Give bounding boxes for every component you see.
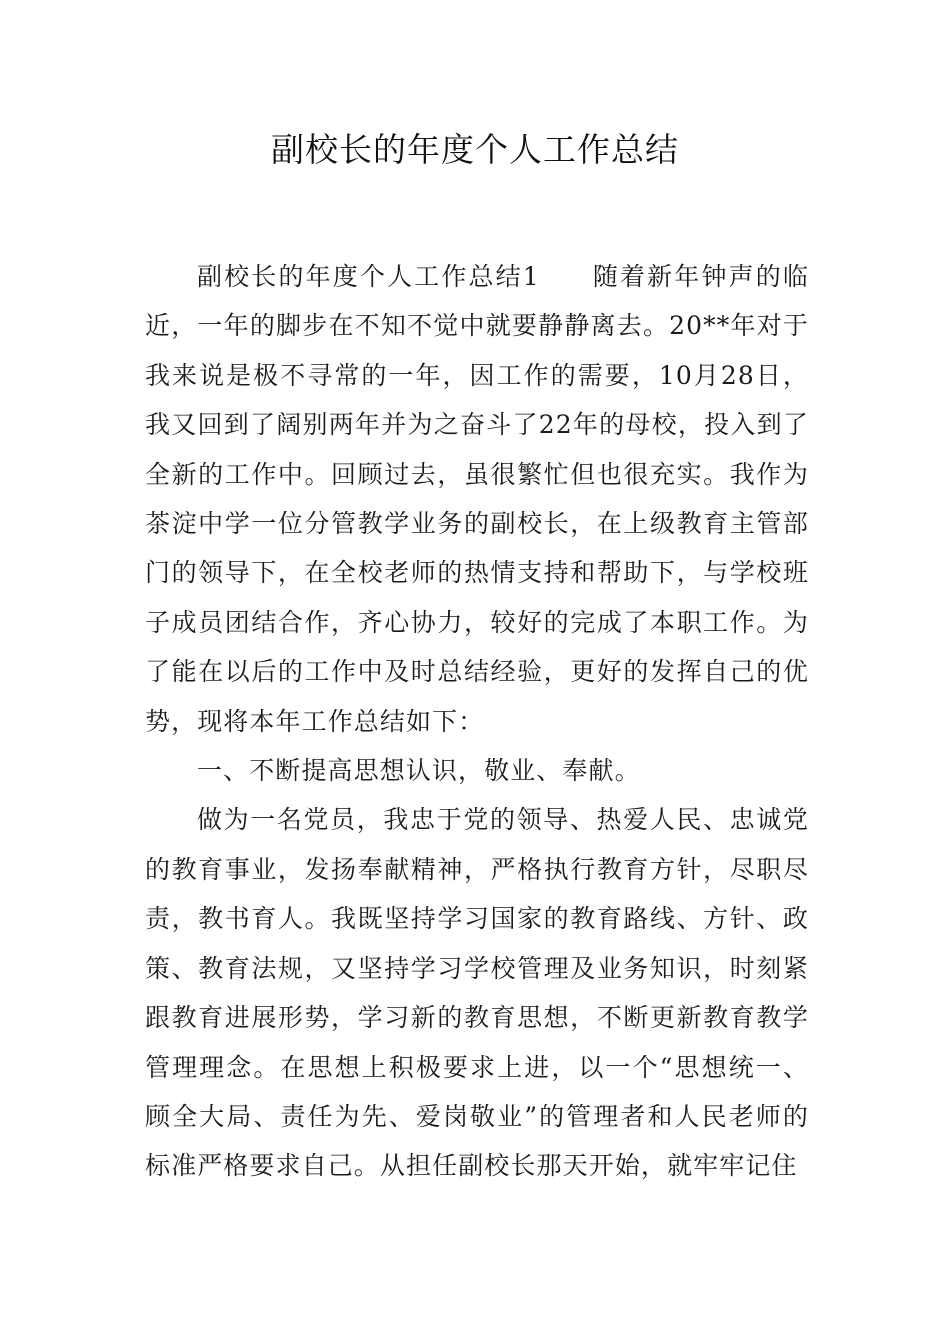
- document-title: 副校长的年度个人工作总结: [271, 130, 679, 169]
- section-heading: 副校长的年度个人工作总结1: [197, 262, 540, 291]
- document-body: [145, 252, 809, 1191]
- paragraph-intro-text: 随着新年钟声的临近，一年的脚步在不知不觉中就要静静离去。20**年对于我来说是极不寻常的一年，因工作的需要，10月28日，我又回到了阔别两年并为之奋斗了22年的母校，投入到了全新的工作中。回顾过去，虽很繁忙但也很充实。我作为茶淀中学一位分管教学业务的副校长，在上级教育主管部门的领导下，在全校老师的热情支持和帮助下，与学校班子成员团结合作，齐心协力，较好的完成了本职工作。为了能在以后的工作中及时总结经验，更好的发挥自己的优势，现将本年工作总结如下：: [145, 262, 809, 736]
- section-heading-1: 一、不断提高思想认识，敬业、奉献。: [197, 756, 641, 786]
- paragraph-body: 做为一名党员，我忠于党的领导、热爱人民、忠诚党的教育事业，发扬奉献精神，严格执行教育方针，尽职尽责，教书育人。我既坚持学习国家的教育路线、方针、政策、教育法规，又坚持学习学校管理及业务知识，时刻紧跟教育进展形势，学习新的教育思想，不断更新教育教学管理理念。在思想上积极要求上进，以一个“思想统一、顾全大局、责任为先、爱岗敬业”的管理者和人民老师的标准严格要求自己。从担任副校长那天开始，就牢牢记住: [145, 805, 809, 1181]
- paragraph-intro: [145, 252, 809, 746]
